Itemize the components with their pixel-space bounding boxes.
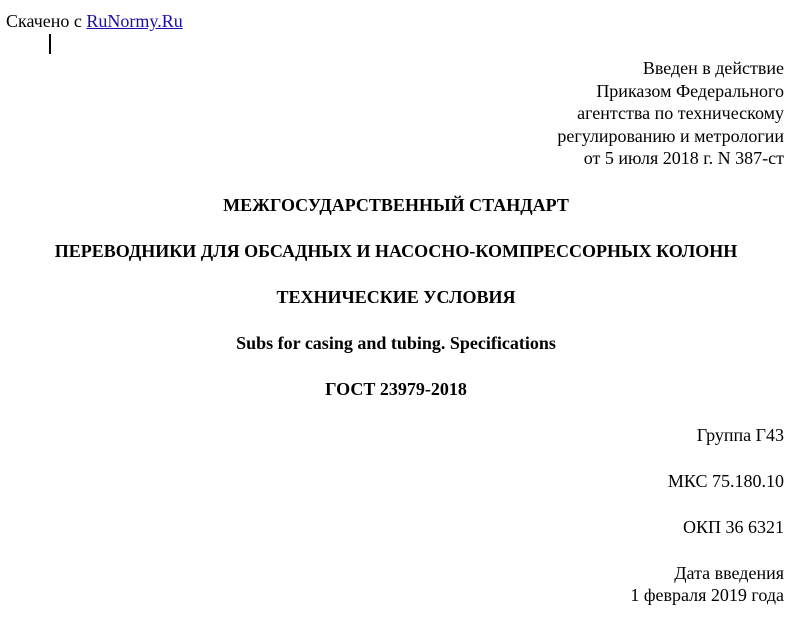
text-cursor [49, 34, 51, 54]
okp-code: ОКП 36 6321 [682, 517, 784, 537]
adoption-line: агентства по техническому [577, 103, 784, 123]
mks-code: МКС 75.180.10 [667, 471, 784, 491]
source-link[interactable]: RuNormy.Ru [86, 11, 183, 31]
gost-designation: ГОСТ 23979-2018 [325, 379, 467, 399]
introduction-date-label: Дата введения [674, 563, 784, 583]
source-prefix: Скачено с [6, 11, 87, 31]
document-subtitle: ТЕХНИЧЕСКИЕ УСЛОВИЯ [276, 287, 516, 307]
adoption-line: Введен в действие [642, 58, 784, 78]
standard-type-heading: МЕЖГОСУДАРСТВЕННЫЙ СТАНДАРТ [223, 195, 569, 215]
adoption-line: Приказом Федерального [596, 80, 784, 101]
english-title: Subs for casing and tubing. Specifications [236, 333, 556, 353]
group-code: Группа Г43 [696, 425, 784, 445]
adoption-line: регулированию и метрологии [557, 125, 784, 146]
adoption-line: от 5 июля 2018 г. N 387-ст [583, 148, 784, 168]
introduction-date-block [630, 562, 784, 606]
introduction-date-value: 1 февраля 2019 года [630, 585, 784, 605]
adoption-block [557, 57, 784, 170]
source-line [6, 10, 183, 32]
document-title: ПЕРЕВОДНИКИ ДЛЯ ОБСАДНЫХ И НАСОСНО-КОМПРЕССОРНЫХ КОЛОНН [54, 241, 738, 261]
